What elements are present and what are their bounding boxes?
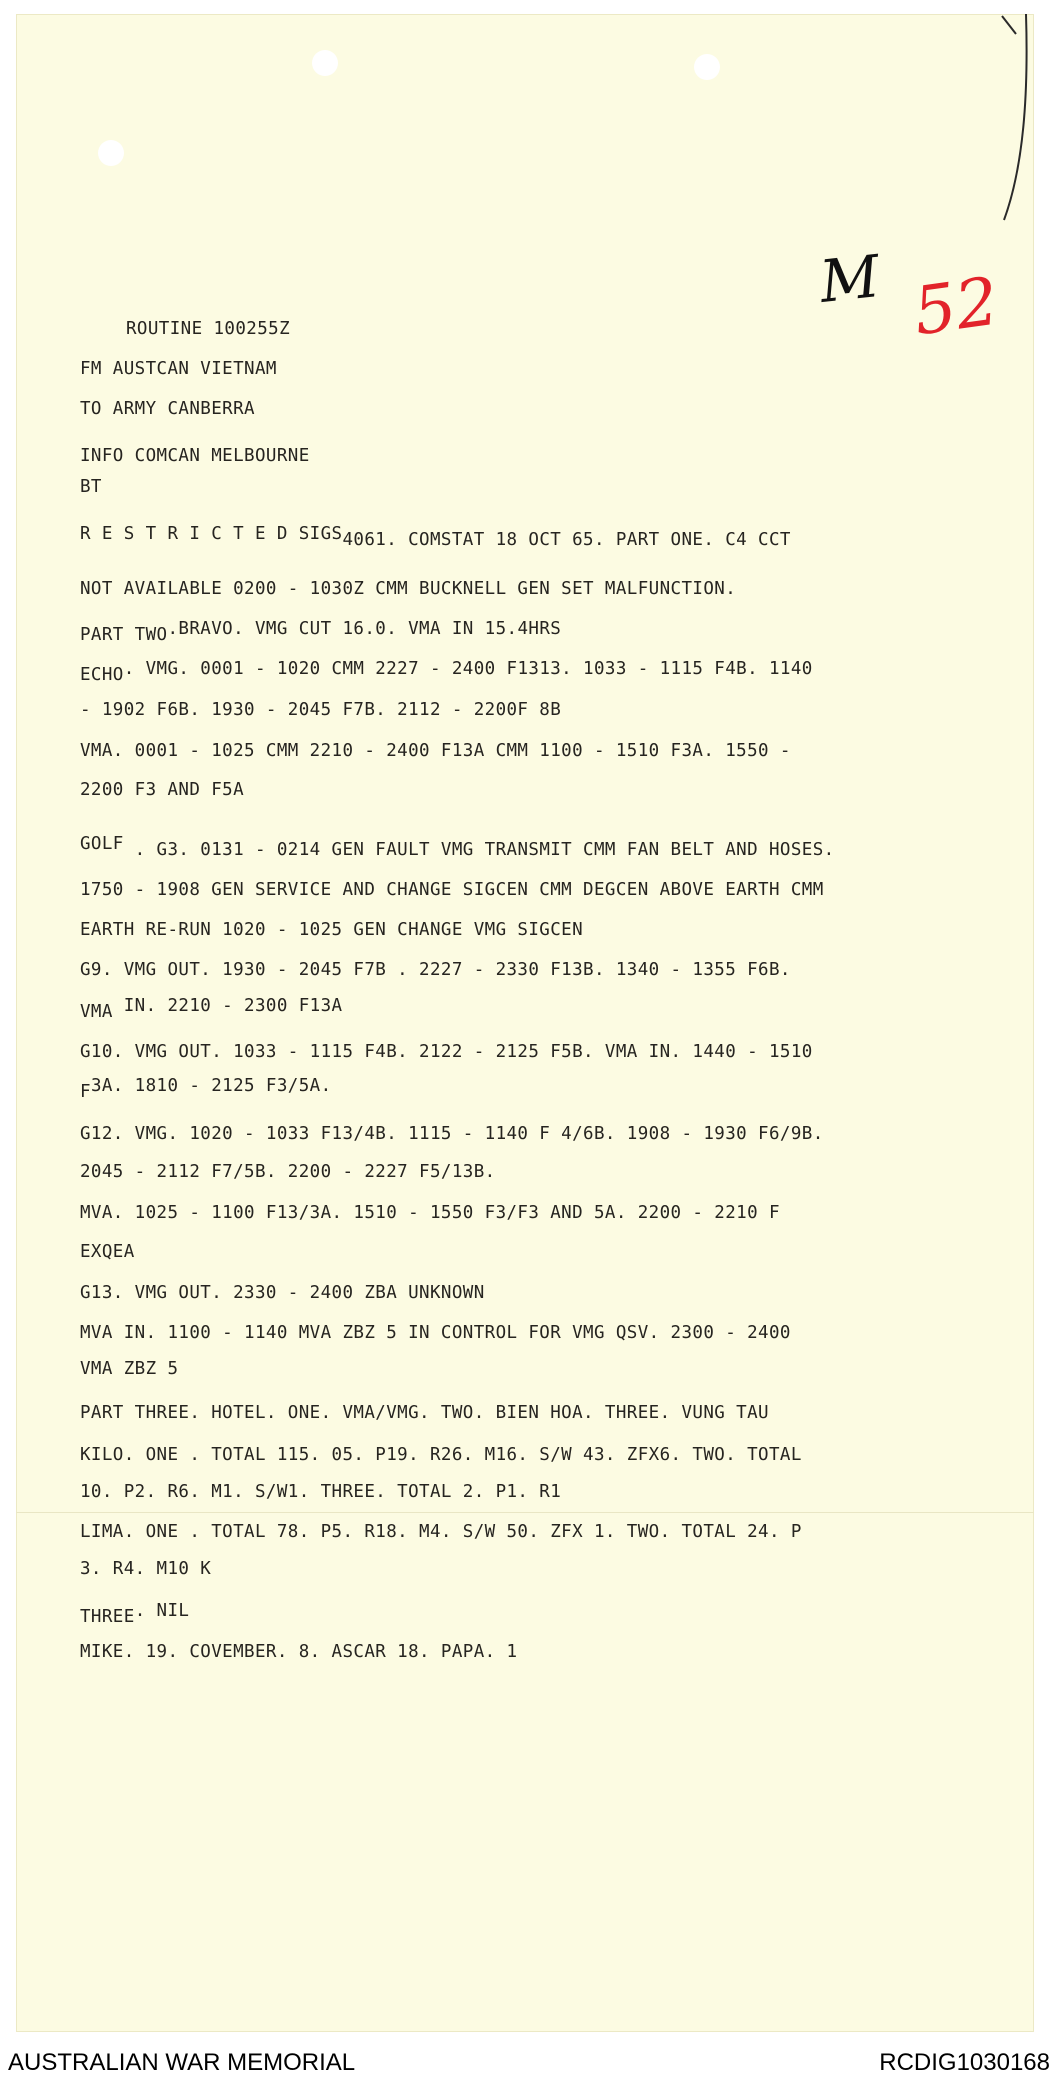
line-text: . VMG. 0001 - 1020 CMM 2227 - 2400 F1313. 1033 - 1115 F4B. 1140 xyxy=(123,659,813,679)
body-line xyxy=(80,619,562,645)
body-line: PART THREE. HOTEL. ONE. VMA/VMG. TWO. BIEN HOA. THREE. VUNG TAU xyxy=(80,1403,769,1423)
body-line xyxy=(80,834,835,860)
from-line: FM AUSTCAN VIETNAM xyxy=(80,359,277,379)
info-line: INFO COMCAN MELBOURNE xyxy=(80,446,310,466)
precedence-dtg: ROUTINE 100255Z xyxy=(126,319,291,339)
line-text: PART TWO xyxy=(80,625,168,645)
body-line xyxy=(80,524,791,550)
line-text: . G3. 0131 - 0214 GEN FAULT VMG TRANSMIT CMM FAN BELT AND HOSES. xyxy=(123,840,835,860)
body-line: - 1902 F6B. 1930 - 2045 F7B. 2112 - 2200F 8B xyxy=(80,700,562,720)
bt-line: BT xyxy=(80,477,102,497)
body-line xyxy=(80,659,813,685)
body-line: VMA ZBZ 5 xyxy=(80,1359,179,1379)
line-text: .BRAVO. VMG CUT 16.0. VMA IN 15.4HRS xyxy=(167,619,562,639)
body-line: 2045 - 2112 F7/5B. 2200 - 2227 F5/13B. xyxy=(80,1162,496,1182)
body-line xyxy=(80,1076,332,1102)
line-text: ECHO xyxy=(80,665,124,685)
body-line xyxy=(80,1601,190,1627)
body-line: 2200 F3 AND F5A xyxy=(80,780,245,800)
footer-institution: AUSTRALIAN WAR MEMORIAL xyxy=(8,2049,356,2076)
body-line: 10. P2. R6. M1. S/W1. THREE. TOTAL 2. P1. R1 xyxy=(80,1482,562,1502)
body-line: EARTH RE-RUN 1020 - 1025 GEN CHANGE VMG SIGCEN xyxy=(80,920,584,940)
body-line: VMA. 0001 - 1025 CMM 2210 - 2400 F13A CMM 1100 - 1510 F3A. 1550 - xyxy=(80,741,791,761)
handwritten-initial: M xyxy=(816,242,883,316)
body-line: KILO. ONE . TOTAL 115. 05. P19. R26. M16. S/W 43. ZFX6. TWO. TOTAL xyxy=(80,1445,802,1465)
body-line: MVA IN. 1100 - 1140 MVA ZBZ 5 IN CONTROL FOR VMG QSV. 2300 - 2400 xyxy=(80,1323,791,1343)
body-line: LIMA. ONE . TOTAL 78. P5. R18. M4. S/W 50. ZFX 1. TWO. TOTAL 24. P xyxy=(80,1522,802,1542)
body-line: G12. VMG. 1020 - 1033 F13/4B. 1115 - 1140 F 4/6B. 1908 - 1930 F6/9B. xyxy=(80,1124,824,1144)
body-line: EXQEA xyxy=(80,1242,135,1262)
handwritten-folio-number: 52 xyxy=(909,262,1003,351)
to-line: TO ARMY CANBERRA xyxy=(80,399,255,419)
body-line: MIKE. 19. COVEMBER. 8. ASCAR 18. PAPA. 1 xyxy=(80,1642,518,1662)
body-line: G13. VMG OUT. 2330 - 2400 ZBA UNKNOWN xyxy=(80,1283,485,1303)
body-line: MVA. 1025 - 1100 F13/3A. 1510 - 1550 F3/F3 AND 5A. 2200 - 2210 F xyxy=(80,1203,780,1223)
punch-hole xyxy=(694,54,720,80)
torn-corner-mark xyxy=(990,10,1040,230)
punch-hole xyxy=(98,140,124,166)
line-text: THREE xyxy=(80,1607,135,1627)
body-line: NOT AVAILABLE 0200 - 1030Z CMM BUCKNELL GEN SET MALFUNCTION. xyxy=(80,579,737,599)
line-text: 4061. COMSTAT 18 OCT 65. PART ONE. C4 CCT xyxy=(342,530,791,550)
body-line: G9. VMG OUT. 1930 - 2045 F7B . 2227 - 2330 F13B. 1340 - 1355 F6B. xyxy=(80,960,791,980)
classification: R E S T R I C T E D SIGS xyxy=(80,524,343,544)
line-text: . NIL xyxy=(134,1601,190,1621)
fold-line xyxy=(16,1512,1034,1513)
line-text: F xyxy=(80,1082,91,1102)
body-line xyxy=(80,996,343,1022)
line-text: 3A. 1810 - 2125 F3/5A. xyxy=(90,1076,332,1096)
body-line: G10. VMG OUT. 1033 - 1115 F4B. 2122 - 2125 F5B. VMA IN. 1440 - 1510 xyxy=(80,1042,813,1062)
line-text: GOLF xyxy=(80,834,124,854)
body-line: 3. R4. M10 K xyxy=(80,1559,212,1579)
body-line: 1750 - 1908 GEN SERVICE AND CHANGE SIGCEN CMM DEGCEN ABOVE EARTH CMM xyxy=(80,880,824,900)
punch-hole xyxy=(312,50,338,76)
line-text: IN. 2210 - 2300 F13A xyxy=(123,996,343,1016)
footer-reference-id: RCDIG1030168 xyxy=(879,2049,1050,2076)
line-text: VMA xyxy=(80,1002,124,1022)
telegram-sheet xyxy=(16,14,1034,2032)
